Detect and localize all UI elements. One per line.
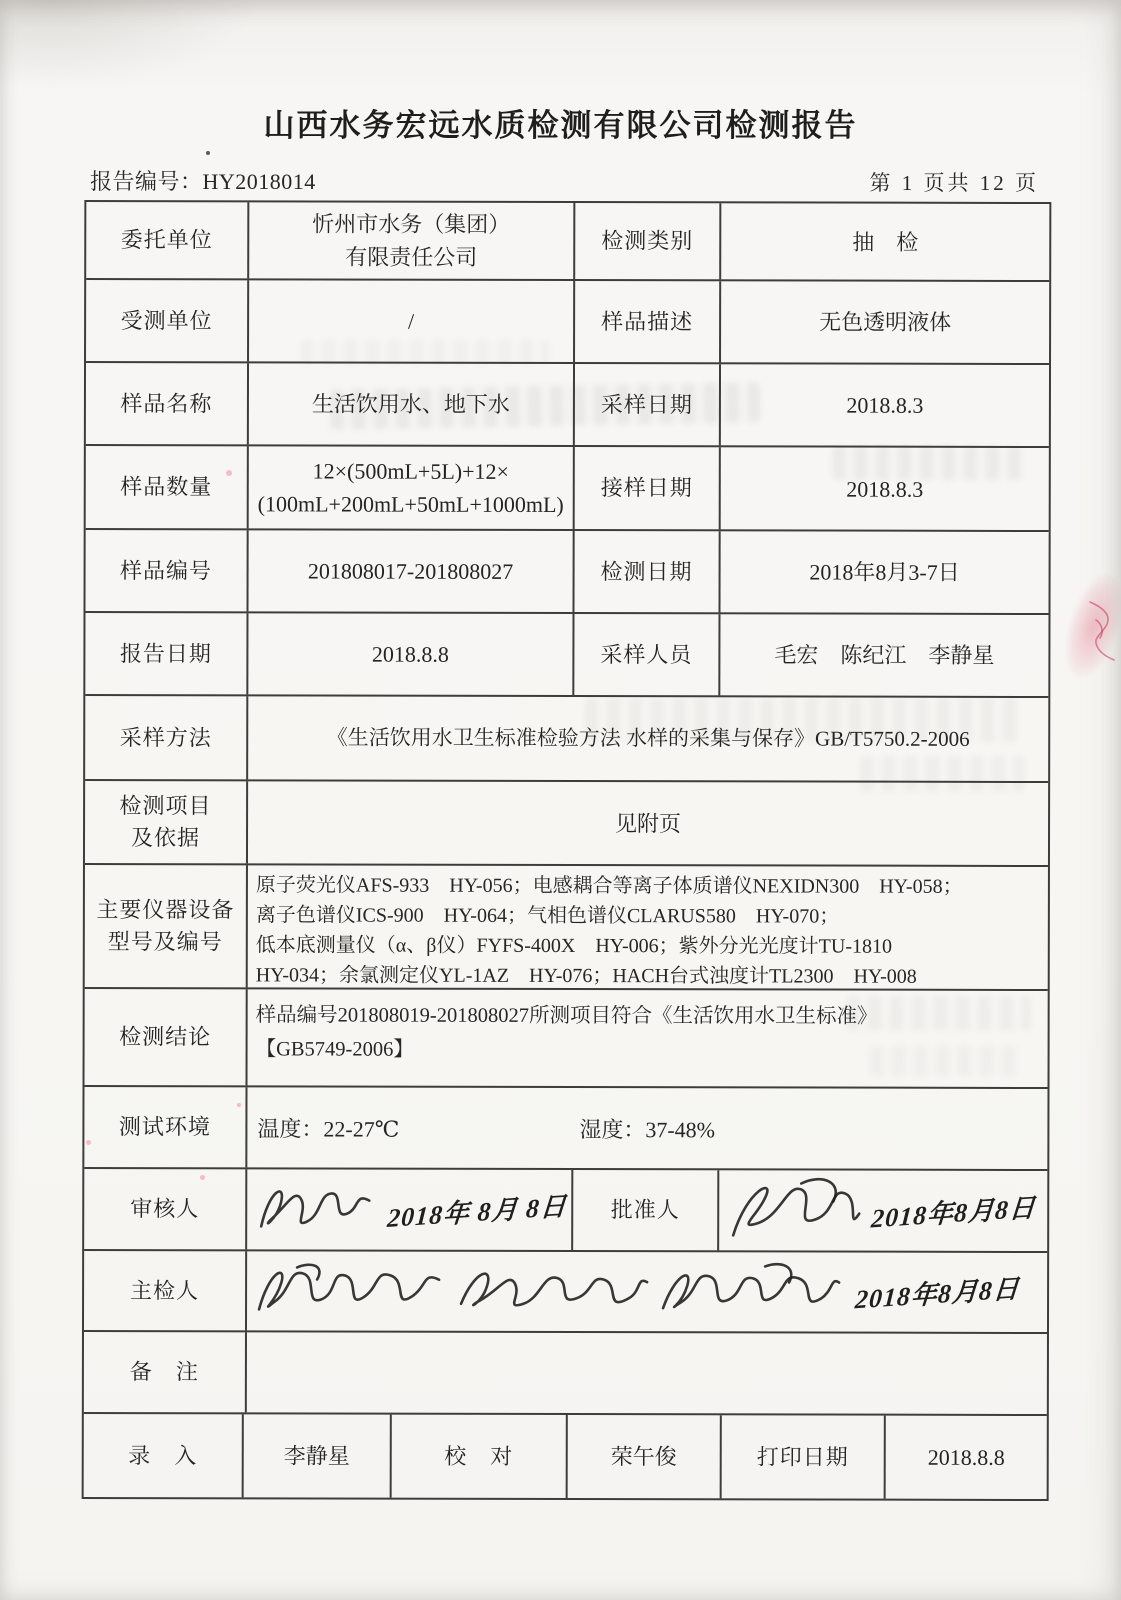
sampling-date-value: 2018.8.3	[846, 392, 924, 418]
client-value	[249, 202, 575, 279]
temperature-value: 温度：22-27℃	[257, 1115, 400, 1142]
instruments-label-line2: 型号及编号	[107, 929, 223, 955]
conclusion-line1: 样品编号201808019-201808027所测项目符合《生活饮用水卫生标准》	[255, 1004, 878, 1028]
row-label-client: 委托单位	[86, 202, 249, 278]
table-row-sampling-method	[85, 696, 1048, 783]
row-label-approver: 批准人	[573, 1170, 719, 1250]
row-label-sampling-method: 采样方法	[85, 696, 248, 779]
table-row-chief-inspector	[84, 1251, 1047, 1334]
chief-inspector-date: 2018年8月8日	[854, 1274, 1021, 1315]
row-label-sampling-date: 采样日期	[575, 364, 721, 445]
ink-speck	[206, 151, 210, 155]
table-row-instruments	[85, 865, 1048, 991]
report-table	[82, 200, 1052, 1501]
proofreader-value: 荣午俊	[568, 1415, 722, 1498]
row-label-sample-no: 样品编号	[86, 530, 249, 611]
row-label-tested-unit: 受测单位	[86, 280, 249, 361]
tested-unit-value: /	[249, 280, 575, 362]
row-label-entry: 录 入	[84, 1414, 244, 1497]
instrument-line: 低本底测量仪（α、β仪）FYFS-400X HY-006；紫外分光光度计TU-1810	[255, 934, 893, 958]
row-label-test-type: 检测类别	[575, 203, 721, 279]
table-row-sample-no	[85, 530, 1048, 615]
reviewer-signature-cell	[247, 1169, 573, 1250]
table-row-reviewer	[84, 1169, 1047, 1253]
table-row-report-date	[85, 613, 1048, 698]
red-ink-squiggle	[1084, 598, 1118, 664]
test-items-label-line2: 及依据	[130, 825, 201, 851]
chief-inspector-signature	[655, 1260, 845, 1324]
test-items-value: 见附页	[615, 810, 682, 836]
samplers-value: 毛宏 陈纪江 李静星	[774, 642, 995, 668]
row-label-print-date: 打印日期	[722, 1415, 886, 1498]
row-label-sample-name: 样品名称	[86, 363, 249, 444]
conclusion-line2: 【GB5749-2006】	[255, 1038, 414, 1061]
row-label-proofread: 校 对	[392, 1415, 568, 1498]
table-row-test-items	[85, 781, 1048, 867]
remarks-value	[247, 1332, 1047, 1414]
table-row-entry	[84, 1414, 1047, 1499]
scan-shading	[0, 0, 260, 90]
table-row-sample-qty	[86, 446, 1049, 532]
table-row-conclusion	[85, 989, 1048, 1089]
approver-signature-cell	[719, 1170, 1047, 1251]
table-row-environment	[84, 1087, 1047, 1171]
receive-date-value: 2018.8.3	[846, 476, 924, 502]
table-row-sample-name	[86, 363, 1049, 448]
row-label-receive-date: 接样日期	[575, 447, 721, 529]
approver-signature	[723, 1175, 863, 1245]
row-label-test-date: 检测日期	[574, 531, 720, 612]
report-title: 山西水务宏远水质检测有限公司检测报告	[263, 108, 858, 143]
row-label-reviewer: 审核人	[84, 1169, 247, 1249]
reviewer-date: 2018年 8月 8日	[386, 1191, 568, 1233]
chief-inspector-signature-cell	[247, 1251, 1047, 1332]
environment-value	[247, 1087, 1047, 1169]
instrument-line: 离子色谱仪ICS-900 HY-064；气相色谱仪CLARUS580 HY-070；	[255, 904, 840, 928]
row-label-report-date: 报告日期	[85, 613, 248, 694]
client-line2: 有限责任公司	[345, 244, 478, 270]
test-items-label-line1: 检测项目	[119, 793, 212, 819]
approver-date: 2018年8月8日	[870, 1192, 1037, 1234]
row-label-samplers: 采样人员	[574, 614, 720, 695]
row-label-chief-inspector: 主检人	[84, 1251, 247, 1330]
sample-qty-line2: (100mL+200mL+50mL+1000mL)	[257, 491, 564, 517]
row-label-test-items	[85, 781, 248, 863]
sample-qty-value	[249, 446, 575, 529]
row-label-sample-qty: 样品数量	[86, 446, 249, 528]
row-label-sample-desc: 样品描述	[575, 281, 721, 362]
sample-qty-line1: 12×(500mL+5L)+12×	[312, 458, 509, 484]
entry-person-value: 李静星	[244, 1414, 392, 1497]
sample-name-value: 生活饮用水、地下水	[249, 363, 575, 445]
humidity-value: 湿度：37-48%	[579, 1116, 716, 1142]
print-date-value: 2018.8.8	[927, 1444, 1005, 1470]
chief-inspector-signature	[453, 1259, 653, 1323]
row-label-conclusion: 检测结论	[85, 989, 248, 1085]
page-indicator: 第 1 页共 12 页	[869, 171, 1039, 195]
sample-no-value: 201808017-201808027	[249, 530, 575, 612]
client-line1: 忻州市水务（集团）	[312, 211, 511, 237]
row-label-environment: 测试环境	[84, 1087, 247, 1167]
report-number: 报告编号：HY2018014	[90, 169, 316, 194]
reviewer-signature	[251, 1178, 379, 1240]
sample-desc-value: 无色透明液体	[819, 309, 952, 335]
row-label-instruments	[85, 865, 248, 987]
sampling-method-value: 《生活饮用水卫生标准检验方法 水样的采集与保存》GB/T5750.2-2006	[326, 725, 970, 751]
report-date-value: 2018.8.8	[248, 613, 574, 695]
conclusion-value	[248, 989, 1048, 1087]
instruments-label-line1: 主要仪器设备	[96, 897, 235, 923]
instruments-value	[248, 865, 1048, 989]
instrument-line: 原子荧光仪AFS-933 HY-056；电感耦合等离子体质谱仪NEXIDN300 HY-058；	[255, 874, 963, 898]
test-date-value: 2018年8月3-7日	[809, 559, 960, 585]
table-row-tested-unit	[86, 280, 1049, 365]
table-row-client	[86, 202, 1049, 282]
instrument-line: HY-034；余氯测定仪YL-1AZ HY-076；HACH台式浊度计TL2300 HY-008	[255, 964, 917, 988]
table-row-remarks	[84, 1332, 1047, 1416]
chief-inspector-signature	[251, 1259, 451, 1323]
test-type-value: 抽 检	[852, 229, 919, 255]
row-label-remarks: 备 注	[84, 1332, 247, 1412]
